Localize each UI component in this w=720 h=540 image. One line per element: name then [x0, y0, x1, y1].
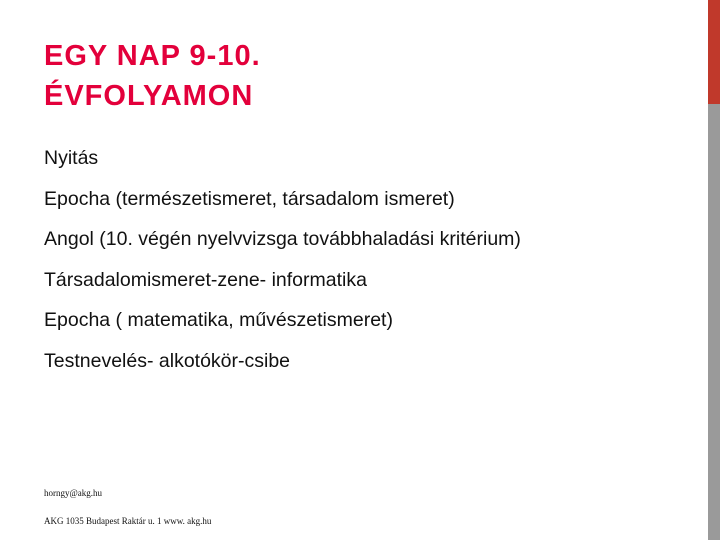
accent-bar-top	[708, 0, 720, 104]
bullet-item: Nyitás	[44, 147, 99, 169]
bullet-item: Társadalomismeret-zene- informatika	[44, 268, 367, 291]
title-line-1: EGY NAP 9-10.	[44, 40, 261, 72]
bullet-item: Angol (10. végén nyelvvizsga továbbhaladási kritérium)	[44, 228, 521, 250]
bullet-list	[44, 146, 684, 389]
title-line-2: ÉVFOLYAMON	[44, 80, 254, 112]
footer-email: horngy@akg.hu	[44, 488, 103, 498]
bullet-item: Epocha (természetismeret, társadalom ismeret)	[44, 187, 455, 210]
footer-address: AKG 1035 Budapest Raktár u. 1 www. akg.hu	[44, 516, 212, 526]
bullet-item: Epocha ( matematika, művészetismeret)	[44, 309, 393, 331]
footer	[44, 488, 444, 527]
slide-title	[44, 36, 604, 116]
bullet-item: Testnevelés- alkotókör-csibe	[44, 349, 291, 372]
